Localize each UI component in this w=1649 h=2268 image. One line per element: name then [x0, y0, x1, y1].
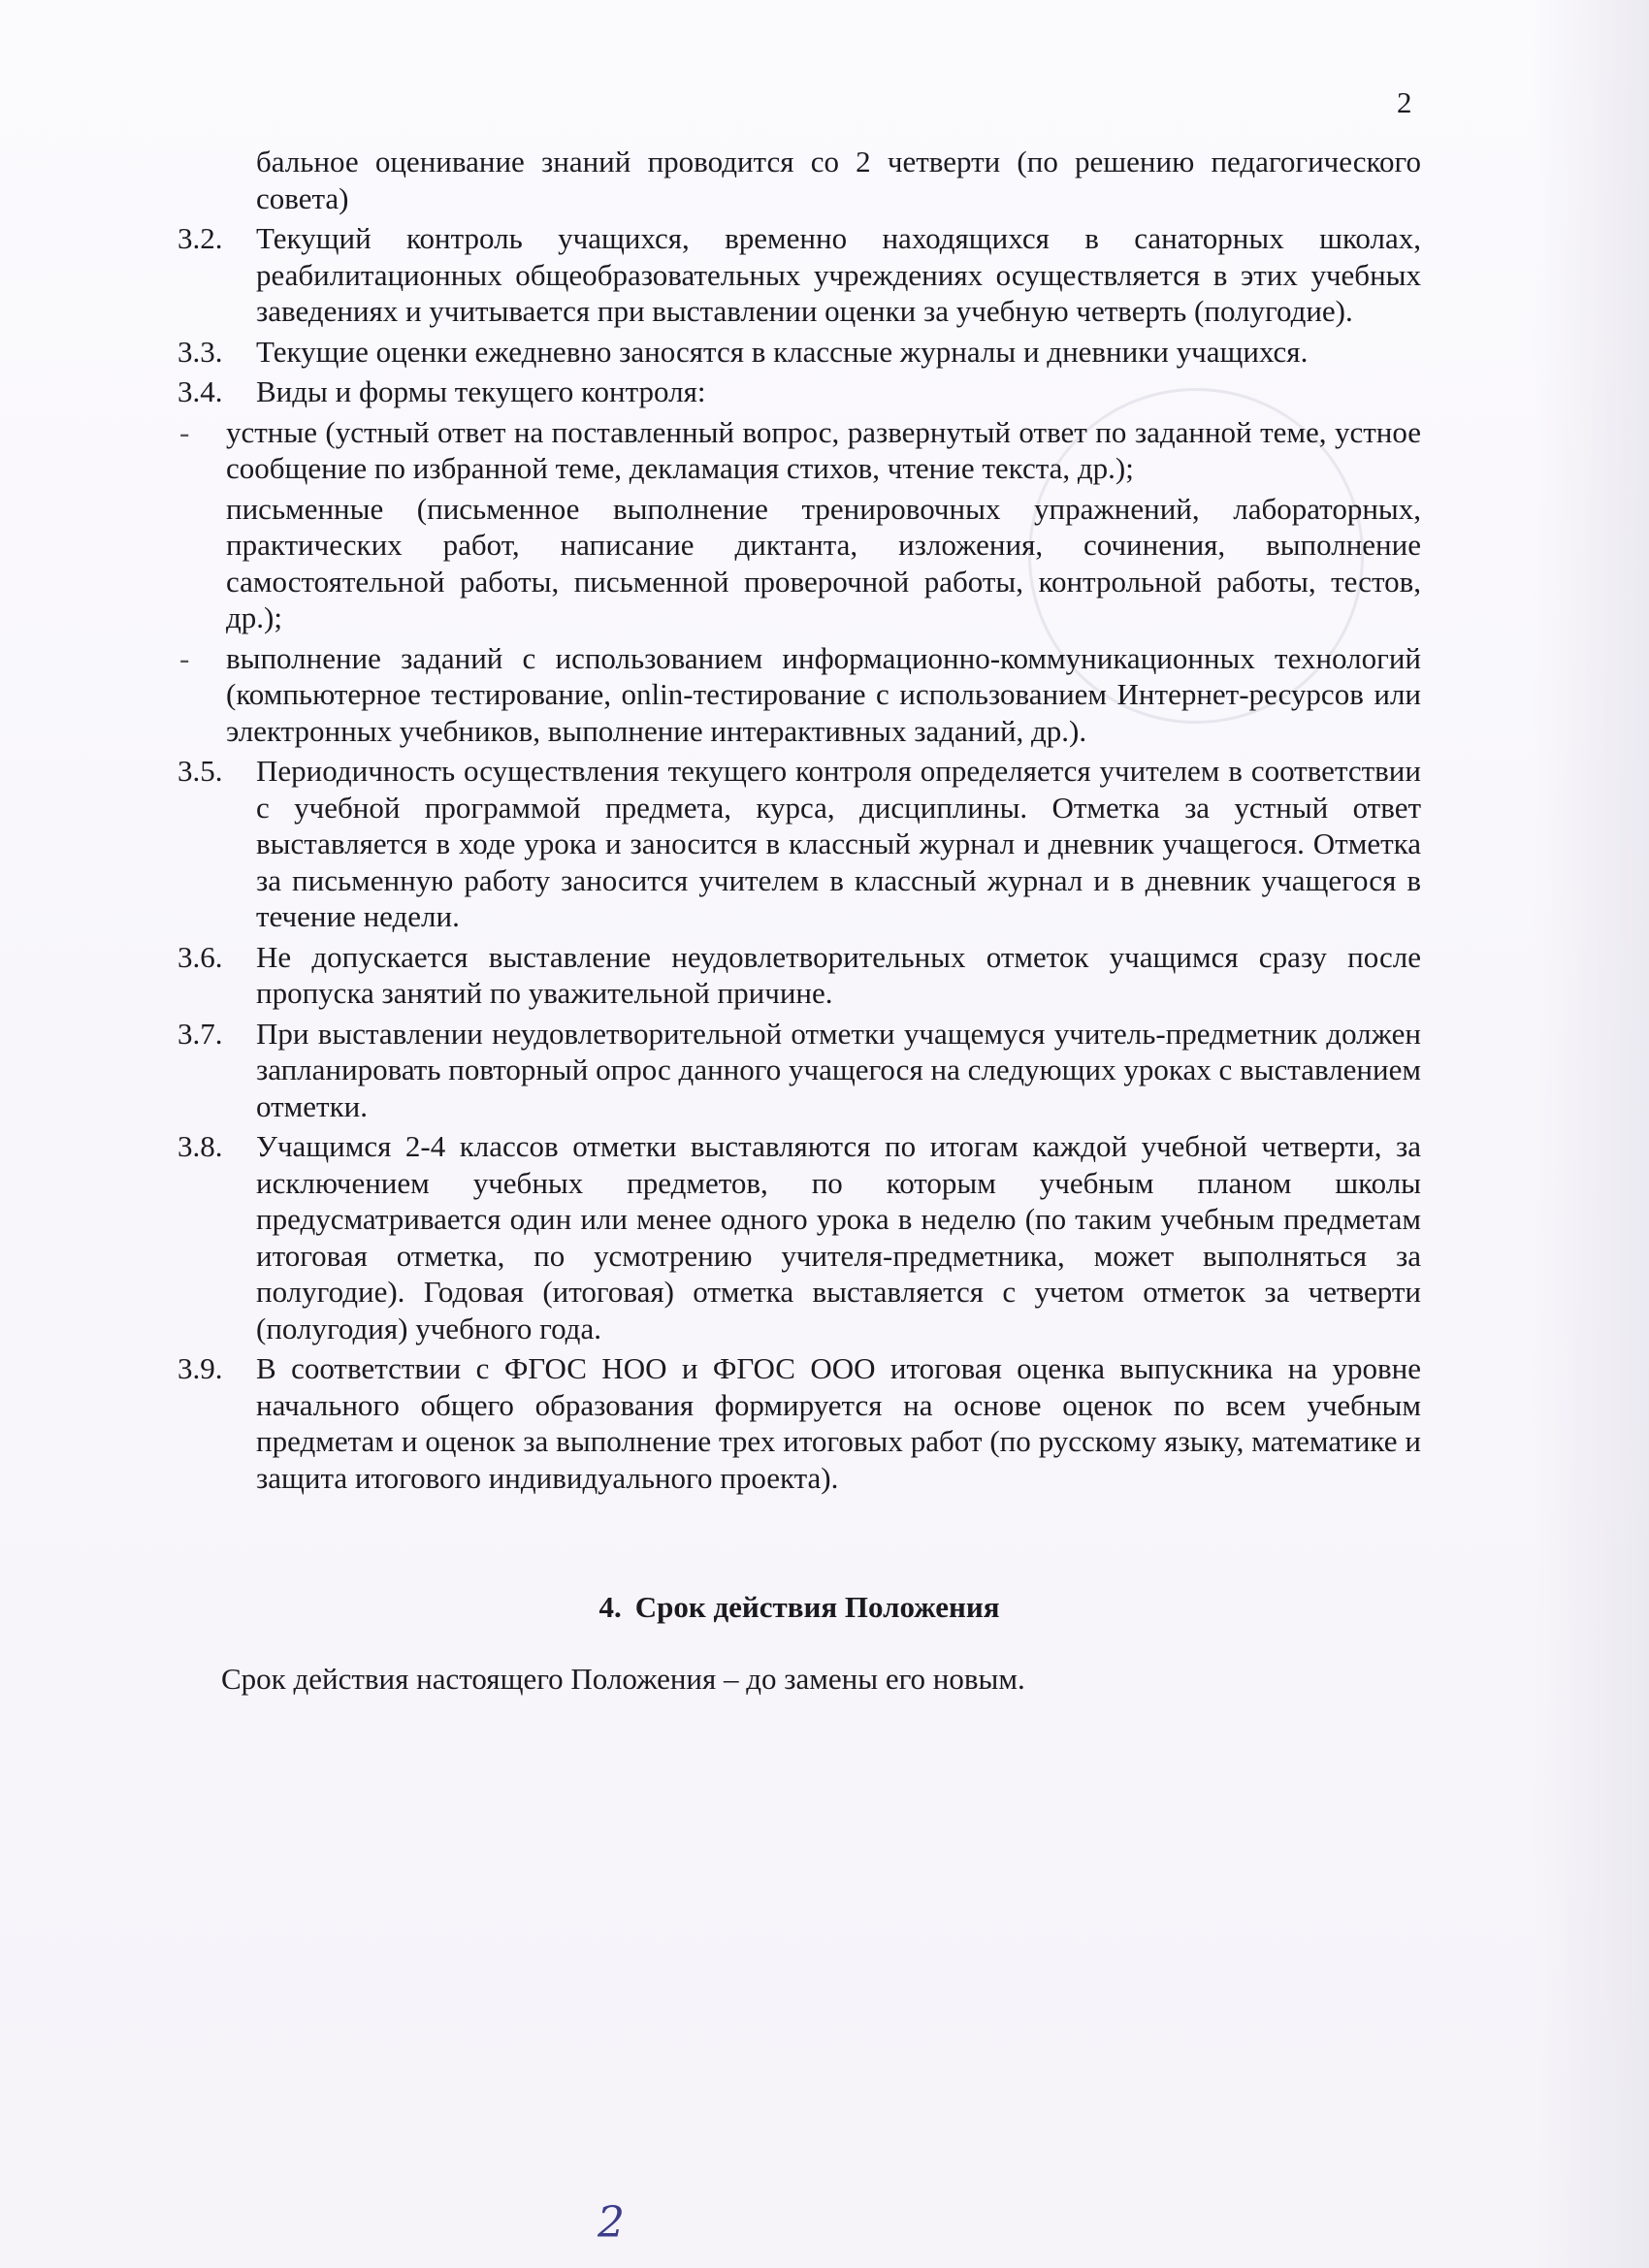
- clause-number: 3.8.: [178, 1129, 223, 1163]
- page-edge-shadow: [1533, 0, 1649, 2268]
- clause-number: 3.7.: [178, 1016, 223, 1051]
- clause-text: Виды и формы текущего контроля:: [256, 374, 706, 408]
- dash-marker: [178, 491, 226, 636]
- clause-number: 3.4.: [178, 374, 223, 408]
- list-item-text: выполнение заданий с использованием информационно-коммуникационных технологий (компьютерное тестирование, onlin-тестирование с использованием Интернет-ресурсов или электронных учебников, выполнение интерактивных заданий, др.).: [226, 640, 1421, 748]
- list-item: [178, 640, 1421, 750]
- clause-3-5: [178, 753, 1421, 935]
- clause-number: 3.9.: [178, 1351, 223, 1385]
- clause-text: Периодичность осуществления текущего контроля определяется учителем в соответствии с учебной программой предмета, курса, дисциплины. Отметка за устный ответ выставляется в ходе урока и заносится в классный журнал и дневник учащегося. Отметка за письменную работу заносится учителем в классный журнал и в дневник учащегося в течение недели.: [256, 754, 1421, 933]
- clause-text: Учащимся 2-4 классов отметки выставляются по итогам каждой учебной четверти, за исключением учебных предметов, по которым учебным планом школы предусматривается один или менее одного урока в неделю (по таким учебным предметам итоговая отметка, по усмотрению учителя-предметника, может выполняться за полугодие). Годовая (итоговая) отметка выставляется с учетом отметок за четверти (полугодия) учебного года.: [256, 1129, 1421, 1345]
- clause-3-2: [178, 220, 1421, 330]
- clause-number: 3.3.: [178, 334, 223, 369]
- list-item: [178, 414, 1421, 487]
- clause-number: 3.6.: [178, 939, 223, 974]
- clause-text: В соответствии с ФГОС НОО и ФГОС ООО итоговая оценка выпускника на уровне начального общего образования формируется на основе оценок по всем учебным предметам и оценок за выполнение трех итоговых работ (по русскому языку, математике и защита итогового индивидуального проекта).: [256, 1351, 1421, 1495]
- document-body: [178, 144, 1421, 1697]
- clause-text: Не допускается выставление неудовлетворительных отметок учащимся сразу после пропуска занятий по уважительной причине.: [256, 939, 1421, 1010]
- clause-3-3: [178, 334, 1421, 371]
- list-item-text: устные (устный ответ на поставленный вопрос, развернутый ответ по заданной теме, устное сообщение по избранной теме, декламация стихов, чтение текста, др.);: [226, 414, 1421, 485]
- clause-3-6: [178, 939, 1421, 1012]
- clause-3-8: [178, 1128, 1421, 1346]
- list-item-text: письменные (письменное выполнение тренировочных упражнений, лабораторных, практических работ, написание диктанта, изложения, сочинения, выполнение самостоятельной работы, письменной проверочной работы, контрольной работы, тестов, др.);: [226, 491, 1421, 634]
- dash-marker: -: [179, 414, 190, 449]
- handwritten-page-mark: 2: [598, 2198, 625, 2248]
- clause-number: 3.2.: [178, 221, 223, 255]
- page-number: 2: [1397, 85, 1412, 119]
- section-4-text: Срок действия настоящего Положения – до замены его новым.: [221, 1661, 1025, 1696]
- clause-text: Текущий контроль учащихся, временно находящихся в санаторных школах, реабилитационных общеобразовательных учреждениях осуществляется в этих учебных заведениях и учитывается при выставлении оценки за учебную четверть (полугодие).: [256, 221, 1421, 328]
- clause-3-7: [178, 1016, 1421, 1125]
- control-forms-list: [178, 414, 1421, 750]
- clause-text: При выставлении неудовлетворительной отметки учащемуся учитель-предметник должен запланировать повторный опрос данного учащегося на следующих уроках с выставлением отметки.: [256, 1016, 1421, 1123]
- list-item: [178, 491, 1421, 636]
- section-number: 4.: [598, 1590, 622, 1624]
- section-title: Срок действия Положения: [634, 1590, 1000, 1624]
- clause-3-4: [178, 373, 1421, 410]
- dash-marker: -: [179, 640, 190, 675]
- clause-text: Текущие оценки ежедневно заносятся в классные журналы и дневники учащихся.: [256, 334, 1309, 369]
- continuation-paragraph: бальное оценивание знаний проводится со 2 четверти (по решению педагогического совета): [256, 145, 1421, 215]
- section-4-heading: [178, 1589, 1421, 1626]
- clause-3-9: [178, 1350, 1421, 1496]
- clause-number: 3.5.: [178, 754, 223, 788]
